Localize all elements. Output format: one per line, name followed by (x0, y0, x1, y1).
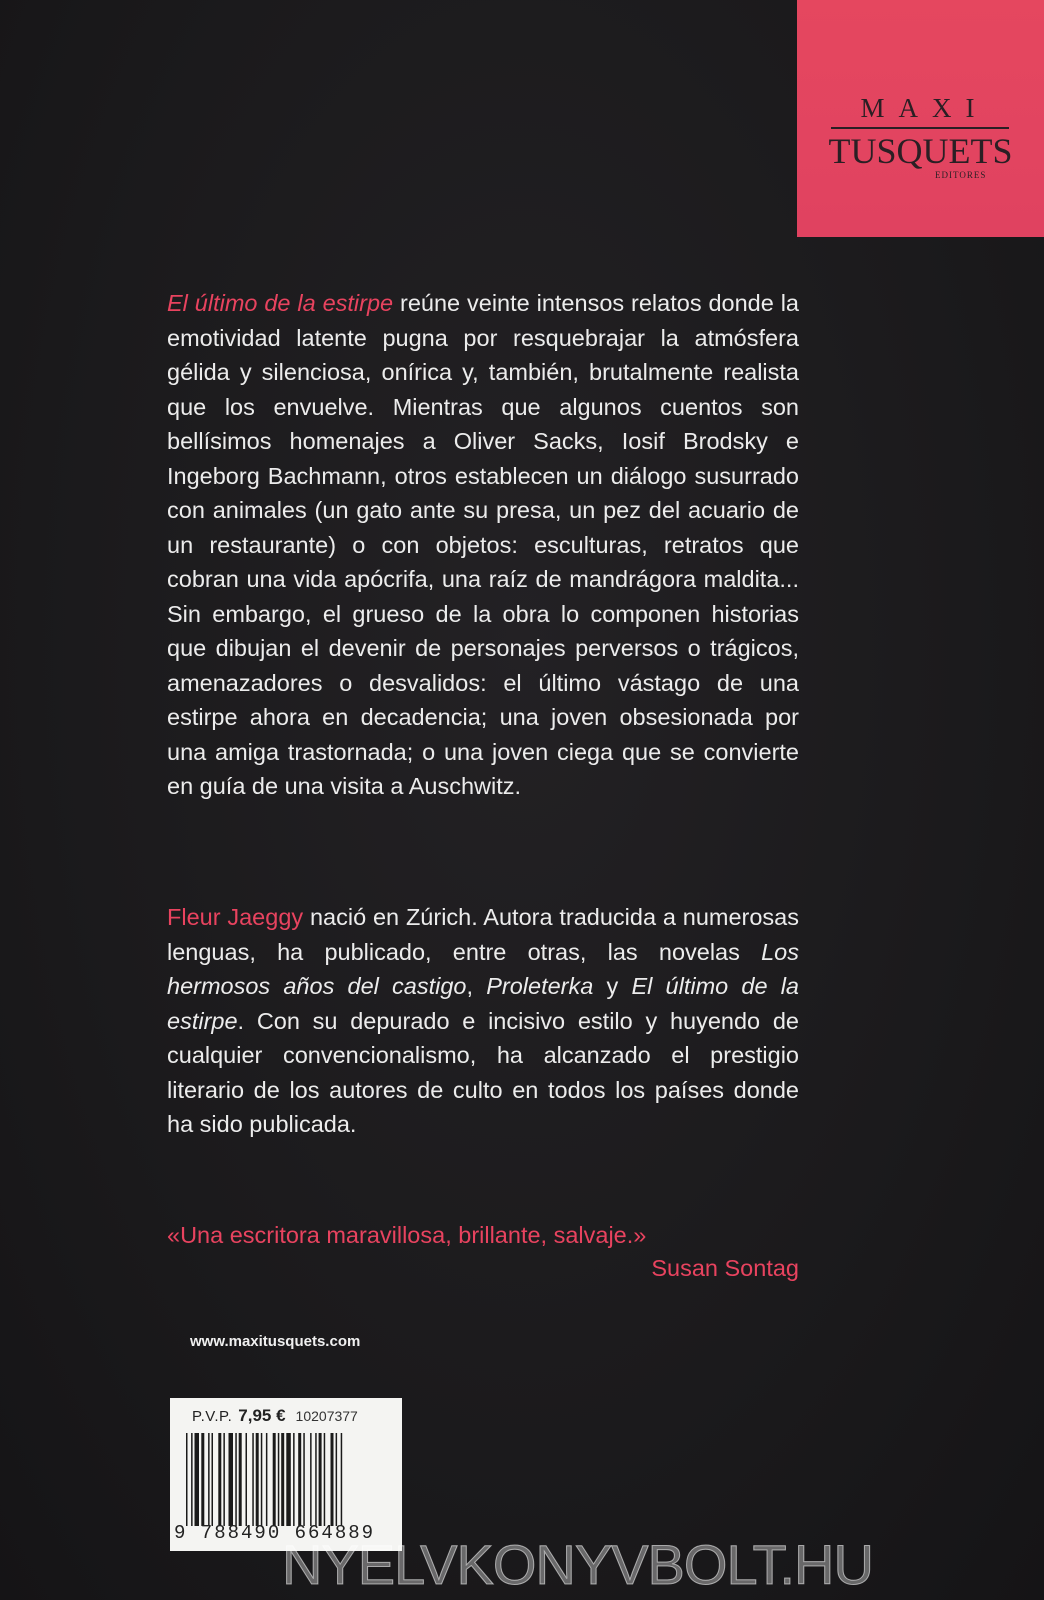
price-barcode-label (170, 1398, 402, 1551)
publisher-logo-box (797, 0, 1044, 237)
bio-sep-2: y (593, 973, 632, 999)
barcode-bar (252, 1433, 254, 1526)
isbn-number: 9 788490 664889 (174, 1522, 376, 1544)
barcode-bar (229, 1433, 234, 1526)
pvp-label: P.V.P. (192, 1408, 233, 1425)
barcode-bar (208, 1433, 210, 1526)
logo-divider (831, 127, 1009, 129)
review-quote: «Una escritora maravillosa, brillante, salvaje.» (167, 1222, 647, 1248)
barcode-bar (246, 1433, 248, 1526)
barcode-bar (315, 1433, 317, 1526)
bio-book-3: El último de la estirpe (167, 973, 800, 1034)
barcode-image (184, 1433, 396, 1526)
bio-book-2: Proleterka (486, 973, 594, 999)
barcode-bar (310, 1433, 312, 1526)
barcode-bar (186, 1433, 188, 1526)
barcode-bar (331, 1433, 334, 1526)
synopsis-title: El último de la estirpe (167, 290, 394, 316)
barcode-bar (336, 1433, 338, 1526)
review-quote-author: Susan Sontag (651, 1255, 799, 1281)
logo-sub-text: EDITORES (935, 170, 987, 180)
barcode-bar (341, 1433, 343, 1526)
author-name: Fleur Jaeggy (167, 904, 304, 930)
barcode-bar (218, 1433, 221, 1526)
barcode-bar (212, 1433, 214, 1526)
barcode-bar (201, 1433, 204, 1526)
barcode-bar (281, 1433, 284, 1526)
synopsis-body: reúne veinte intensos relatos donde la emotividad latente pugna por resquebrajar la atmósfera gélida y silenciosa, onírica y, también, brutalmente realista que los envuelve. Mientras que algunos cuentos son bellísimos homenajes a Oliver Sacks, Iosif Brodsky e Ingeborg Bachmann, otros establecen un diálogo susurrado con animales (un gato ante su presa, un pez del acuario de un restaurante) o con objetos: esculturas, retratos que cobran una vida apócrifa, una raíz de mandrágora maldita... Sin embargo, el grueso de la obra lo componen historias que dibujan el devenir de personajes perversos o trágicos, amenazadores o desvalidos: el último vástago de una estirpe ahora en decadencia; una joven obsesionada por una amiga trastornada; o una joven ciega que se convierte en guía de una visita a Auschwitz. (167, 290, 799, 799)
barcode-bar (239, 1433, 242, 1526)
barcode-bar (223, 1433, 225, 1526)
logo-brand-text: TUSQUETS (828, 131, 1013, 171)
logo-maxi-text: MAXI (860, 93, 989, 123)
synopsis-paragraph (167, 286, 799, 804)
barcode-bar (319, 1433, 322, 1526)
barcode-bar (286, 1433, 291, 1526)
barcode-bar (324, 1433, 326, 1526)
barcode-bar (298, 1433, 301, 1526)
price-value: 7,95 € (238, 1406, 286, 1425)
barcode-bar (293, 1433, 295, 1526)
barcode-bar (195, 1433, 200, 1526)
barcode-bar (273, 1433, 276, 1526)
bio-text-1: nació en Zúrich. Autora traducida a numerosas lenguas, ha publicado, entre otras, las novelas (167, 904, 799, 965)
price-row (192, 1406, 358, 1426)
product-code: 10207377 (295, 1408, 358, 1424)
author-bio-paragraph (167, 900, 799, 1142)
publisher-website: www.maxitusquets.com (190, 1333, 361, 1350)
watermark-text: NYELVKONYVBOLT.HU (282, 1533, 873, 1596)
bio-text-2: . Con su depurado e incisivo estilo y huyendo de cualquier convencionalismo, ha alcanzado el prestigio literario de los autores de culto en todos los países donde ha sido publicada. (167, 1007, 799, 1137)
barcode-bar (266, 1433, 268, 1526)
bio-sep-1: , (466, 973, 487, 999)
bio-book-1: Los hermosos años del castigo (167, 938, 799, 999)
barcode-bar (278, 1433, 280, 1526)
barcode-bar (235, 1433, 237, 1526)
barcode-bar (303, 1433, 305, 1526)
barcode-bar (261, 1433, 263, 1526)
barcode-bar (256, 1433, 259, 1526)
barcode-bar (191, 1433, 193, 1526)
